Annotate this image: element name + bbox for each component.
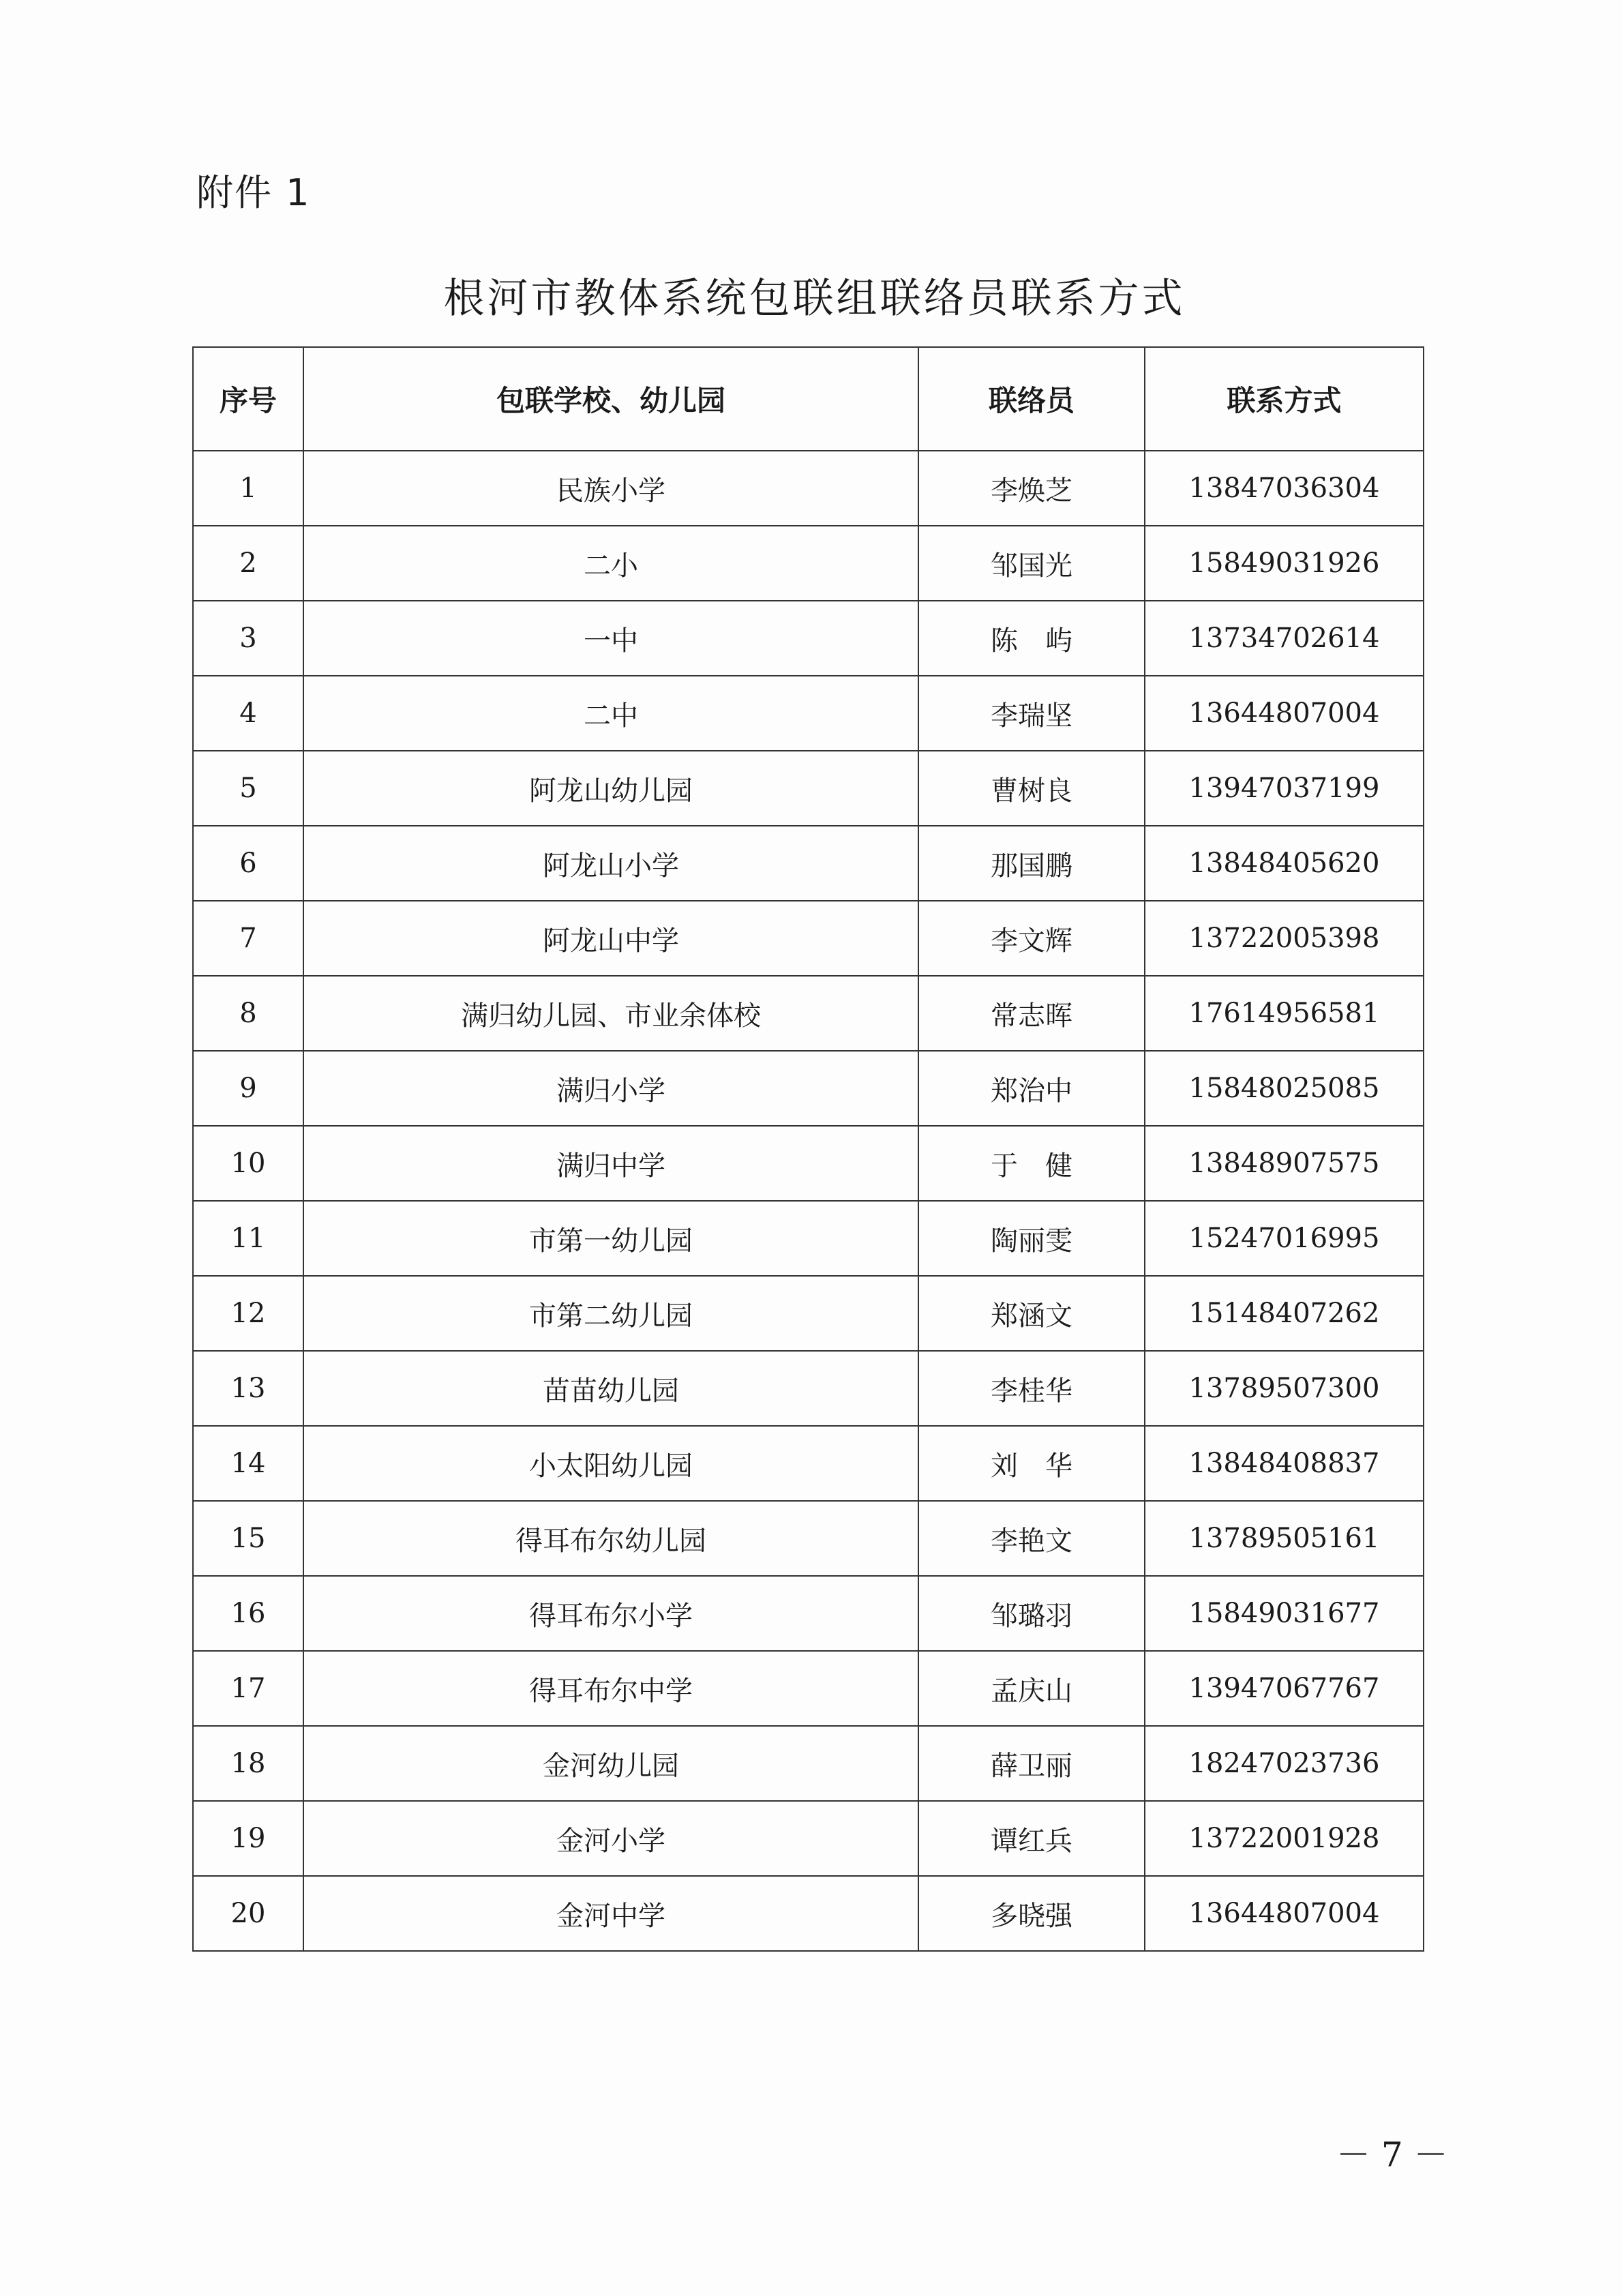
row-number: 17 [193, 1651, 303, 1726]
phone-number: 13722001928 [1145, 1801, 1424, 1876]
table-row [193, 901, 1424, 976]
phone-number: 15148407262 [1145, 1276, 1424, 1351]
table-row [193, 1726, 1424, 1801]
phone-number: 17614956581 [1145, 976, 1424, 1051]
table-body [193, 451, 1424, 1951]
row-number: 12 [193, 1276, 303, 1351]
liaison-name: 李桂华 [918, 1351, 1145, 1426]
phone-number: 13848408837 [1145, 1426, 1424, 1501]
table-row [193, 1501, 1424, 1576]
row-number: 16 [193, 1576, 303, 1651]
row-number: 6 [193, 826, 303, 901]
row-number: 14 [193, 1426, 303, 1501]
liaison-name: 谭红兵 [918, 1801, 1145, 1876]
phone-number: 15848025085 [1145, 1051, 1424, 1126]
row-number: 4 [193, 676, 303, 751]
row-number: 9 [193, 1051, 303, 1126]
liaison-name: 陈 屿 [918, 601, 1145, 676]
row-number: 5 [193, 751, 303, 826]
row-number: 3 [193, 601, 303, 676]
document-title: 根河市教体系统包联组联络员联系方式 [443, 275, 1186, 323]
phone-number: 13847036304 [1145, 451, 1424, 526]
school-name: 满归小学 [303, 1051, 918, 1126]
table-row [193, 1576, 1424, 1651]
table-row [193, 1801, 1424, 1876]
row-number: 13 [193, 1351, 303, 1426]
phone-number: 13734702614 [1145, 601, 1424, 676]
phone-number: 13848907575 [1145, 1126, 1424, 1201]
liaison-name: 邹璐羽 [918, 1576, 1145, 1651]
table-row [193, 1201, 1424, 1276]
school-name: 金河小学 [303, 1801, 918, 1876]
row-number: 15 [193, 1501, 303, 1576]
table-row [193, 1651, 1424, 1726]
school-name: 二小 [303, 526, 918, 601]
table-row [193, 751, 1424, 826]
row-number: 8 [193, 976, 303, 1051]
header-liaison: 联络员 [918, 347, 1145, 451]
school-name: 金河幼儿园 [303, 1726, 918, 1801]
liaison-name: 孟庆山 [918, 1651, 1145, 1726]
liaison-name: 刘 华 [918, 1426, 1145, 1501]
table-row [193, 1276, 1424, 1351]
phone-number: 13947067767 [1145, 1651, 1424, 1726]
school-name: 阿龙山中学 [303, 901, 918, 976]
phone-number: 13947037199 [1145, 751, 1424, 826]
liaison-name: 李瑞坚 [918, 676, 1145, 751]
liaison-name: 邹国光 [918, 526, 1145, 601]
liaison-name: 郑治中 [918, 1051, 1145, 1126]
liaison-name: 郑涵文 [918, 1276, 1145, 1351]
phone-number: 13789505161 [1145, 1501, 1424, 1576]
school-name: 满归幼儿园、市业余体校 [303, 976, 918, 1051]
school-name: 市第一幼儿园 [303, 1201, 918, 1276]
header-phone: 联系方式 [1145, 347, 1424, 451]
page-number: － 7 － [1336, 2135, 1448, 2175]
phone-number: 13644807004 [1145, 1876, 1424, 1951]
table-row [193, 1876, 1424, 1951]
header-no: 序号 [193, 347, 303, 451]
school-name: 满归中学 [303, 1126, 918, 1201]
liaison-name: 薛卫丽 [918, 1726, 1145, 1801]
school-name: 得耳布尔小学 [303, 1576, 918, 1651]
header-school: 包联学校、幼儿园 [303, 347, 918, 451]
liaison-name: 那国鹏 [918, 826, 1145, 901]
contact-table [192, 346, 1424, 1952]
row-number: 19 [193, 1801, 303, 1876]
school-name: 阿龙山小学 [303, 826, 918, 901]
liaison-name: 陶丽雯 [918, 1201, 1145, 1276]
phone-number: 13789507300 [1145, 1351, 1424, 1426]
row-number: 2 [193, 526, 303, 601]
row-number: 10 [193, 1126, 303, 1201]
row-number: 11 [193, 1201, 303, 1276]
school-name: 一中 [303, 601, 918, 676]
phone-number: 15849031926 [1145, 526, 1424, 601]
table-row [193, 601, 1424, 676]
table-header-row [193, 347, 1424, 451]
row-number: 1 [193, 451, 303, 526]
row-number: 20 [193, 1876, 303, 1951]
phone-number: 15849031677 [1145, 1576, 1424, 1651]
phone-number: 18247023736 [1145, 1726, 1424, 1801]
table-row [193, 1051, 1424, 1126]
attachment-label: 附件 1 [196, 171, 311, 214]
school-name: 市第二幼儿园 [303, 1276, 918, 1351]
table-row [193, 1126, 1424, 1201]
school-name: 苗苗幼儿园 [303, 1351, 918, 1426]
table-row [193, 976, 1424, 1051]
liaison-name: 曹树良 [918, 751, 1145, 826]
table-row [193, 676, 1424, 751]
liaison-name: 李焕芝 [918, 451, 1145, 526]
school-name: 民族小学 [303, 451, 918, 526]
liaison-name: 李艳文 [918, 1501, 1145, 1576]
table-row [193, 1426, 1424, 1501]
table-row [193, 1351, 1424, 1426]
phone-number: 13848405620 [1145, 826, 1424, 901]
school-name: 得耳布尔幼儿园 [303, 1501, 918, 1576]
table-row [193, 526, 1424, 601]
phone-number: 15247016995 [1145, 1201, 1424, 1276]
table-row [193, 451, 1424, 526]
school-name: 金河中学 [303, 1876, 918, 1951]
row-number: 7 [193, 901, 303, 976]
liaison-name: 于 健 [918, 1126, 1145, 1201]
liaison-name: 多晓强 [918, 1876, 1145, 1951]
liaison-name: 常志晖 [918, 976, 1145, 1051]
row-number: 18 [193, 1726, 303, 1801]
phone-number: 13644807004 [1145, 676, 1424, 751]
school-name: 阿龙山幼儿园 [303, 751, 918, 826]
table-row [193, 826, 1424, 901]
school-name: 二中 [303, 676, 918, 751]
school-name: 得耳布尔中学 [303, 1651, 918, 1726]
liaison-name: 李文辉 [918, 901, 1145, 976]
school-name: 小太阳幼儿园 [303, 1426, 918, 1501]
phone-number: 13722005398 [1145, 901, 1424, 976]
